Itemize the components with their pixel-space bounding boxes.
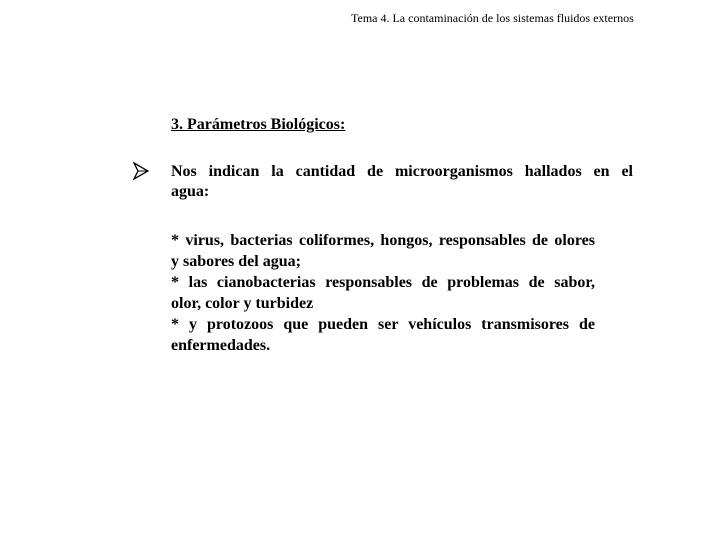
details-line: * las cianobacterias responsables de problemas de sabor, [171, 274, 595, 291]
bullet-line: agua: [171, 183, 210, 200]
details-line: olor, color y turbidez [171, 295, 314, 312]
details-line: * y protozoos que pueden ser vehículos transmisores de [171, 316, 595, 333]
details-line: enfermedades. [171, 337, 271, 354]
page-header: Tema 4. La contaminación de los sistemas fluidos externos [351, 11, 634, 25]
section-title: 3. Parámetros Biológicos: [171, 116, 346, 133]
details-line: * virus, bacterias coliformes, hongos, responsables de olores [171, 232, 595, 249]
arrow-bullet-icon [133, 162, 149, 180]
bullet-line: Nos indican la cantidad de microorganismos hallados en el [171, 163, 633, 180]
details-list [171, 230, 633, 356]
details-line: y sabores del agua; [171, 253, 301, 270]
bullet-paragraph [171, 162, 633, 202]
